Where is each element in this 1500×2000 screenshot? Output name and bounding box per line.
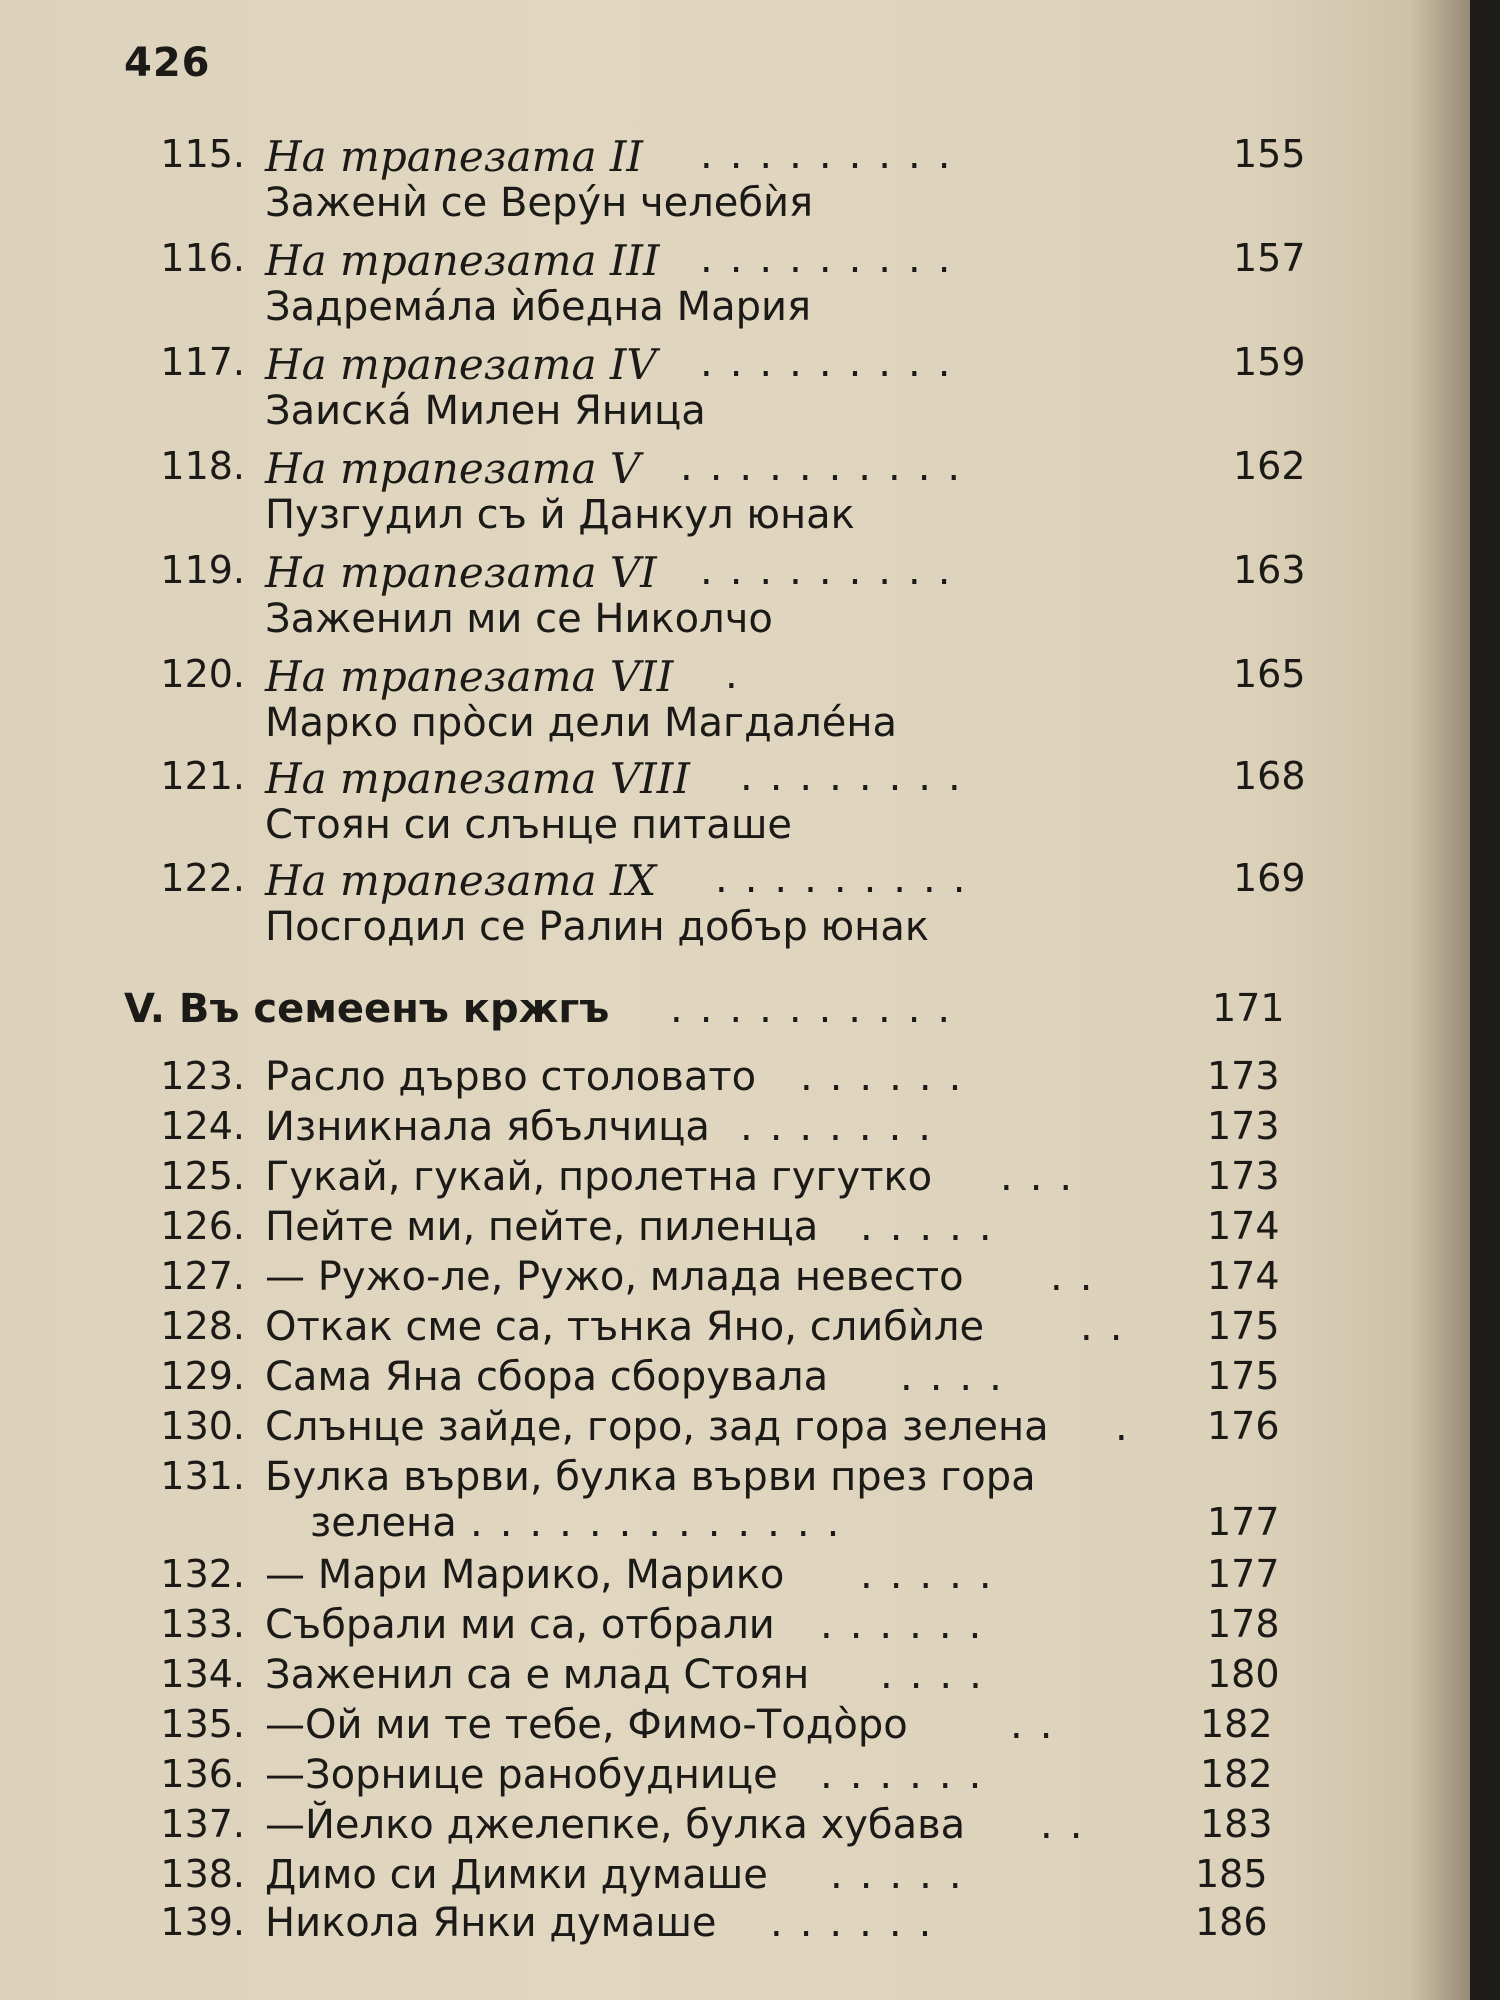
entry-number: 125. (160, 1154, 245, 1198)
leader-dots: ........ (740, 754, 978, 800)
entry-page: 183 (1200, 1802, 1273, 1846)
leader-dots: .......... (680, 444, 978, 490)
leader-dots: ......... (700, 548, 968, 594)
entry-number: 119. (160, 548, 245, 592)
toc-entry (0, 1404, 1400, 1456)
section-heading: V. Въ семеенъ кржгъ (124, 986, 610, 1032)
entry-title: Булка върви, булка върви през гора (265, 1454, 1036, 1500)
entry-title: Откак сме са, тънка Яно, слибѝле (265, 1304, 985, 1350)
entry-subtitle: Задремáла ѝбедна Мария (265, 284, 812, 330)
toc-entry (0, 1054, 1400, 1106)
entry-title: На трапезата III (265, 236, 660, 285)
entry-page: 178 (1207, 1602, 1280, 1646)
entry-title: Заженил са е млад Стоян (265, 1652, 810, 1698)
entry-page: 180 (1207, 1652, 1280, 1696)
leader-dots: ...... (800, 1054, 979, 1100)
entry-title: На трапезата VII (265, 652, 674, 701)
entry-number: 136. (160, 1752, 245, 1796)
entry-number: 131. (160, 1454, 245, 1498)
entry-number: 118. (160, 444, 245, 488)
entry-subtitle: Стоян си слънце питаше (265, 802, 793, 848)
leader-dots: .... (880, 1652, 999, 1698)
entry-page: 182 (1200, 1702, 1273, 1746)
entry-title: На трапезата VIII (265, 754, 690, 803)
toc-entry-continuation (0, 1500, 1400, 1552)
entry-page: 176 (1207, 1404, 1280, 1448)
toc-entry (0, 754, 1400, 806)
entry-number: 127. (160, 1254, 245, 1298)
leader-dots: .... (900, 1354, 1019, 1400)
entry-subtitle: Пузгудил съ й Данкул юнак (265, 492, 855, 538)
entry-number: 124. (160, 1104, 245, 1148)
entry-number: 128. (160, 1304, 245, 1348)
toc-entry (0, 1454, 1400, 1506)
leader-dots: ......... (715, 856, 983, 902)
leader-dots: .. (1040, 1802, 1100, 1848)
leader-dots: ......... (700, 236, 968, 282)
leader-dots: .. (1050, 1254, 1110, 1300)
entry-title: Расло дърво столовато (265, 1054, 757, 1100)
entry-page: 186 (1195, 1900, 1268, 1944)
entry-title: На трапезата IV (265, 340, 657, 389)
entry-page: 177 (1207, 1500, 1280, 1544)
entry-number: 115. (160, 132, 245, 176)
toc-entry (0, 1702, 1400, 1754)
toc-entry (0, 1802, 1400, 1854)
entry-title: Гукай, гукай, пролетна гугутко (265, 1154, 933, 1200)
entry-number: 122. (160, 856, 245, 900)
entry-number: 138. (160, 1852, 245, 1896)
entry-title: —Зорнице ранобуднице (265, 1752, 778, 1798)
leader-dots: . (725, 652, 755, 698)
toc-entry (0, 1900, 1400, 1952)
entry-title: На трапезата V (265, 444, 641, 493)
entry-page: 165 (1233, 652, 1306, 696)
entry-title: Пейте ми, пейте, пиленца (265, 1204, 819, 1250)
entry-number: 133. (160, 1602, 245, 1646)
toc-entry (0, 1852, 1400, 1904)
entry-subtitle: Марко прòси дели Магдалéна (265, 700, 898, 746)
entry-page: 175 (1207, 1354, 1280, 1398)
toc-entry (0, 1602, 1400, 1654)
leader-dots: ..... (860, 1552, 1009, 1598)
entry-title: —Йелко джелепке, булка хубава (265, 1802, 966, 1848)
entry-page: 174 (1207, 1254, 1280, 1298)
entry-number: 135. (160, 1702, 245, 1746)
section-heading-row (0, 986, 1400, 1038)
leader-dots: ...... (820, 1752, 999, 1798)
entry-number: 121. (160, 754, 245, 798)
page-number: 426 (124, 40, 211, 86)
entry-subtitle: Заженѝ се Верýн челебѝя (265, 180, 814, 226)
entry-title: —Ой ми те тебе, Фимо-Тодòро (265, 1702, 908, 1748)
toc-entry (0, 1104, 1400, 1156)
entry-title: Слънце зайде, горо, зад гора зелена (265, 1404, 1049, 1450)
toc-entry (0, 1354, 1400, 1406)
entry-title: — Мари Марико, Марико (265, 1552, 785, 1598)
entry-number: 126. (160, 1204, 245, 1248)
leader-dots: . (1115, 1404, 1145, 1450)
entry-number: 120. (160, 652, 245, 696)
entry-subtitle: Посгодил се Ралин добър юнак (265, 904, 930, 950)
entry-number: 129. (160, 1354, 245, 1398)
entry-number: 139. (160, 1900, 245, 1944)
leader-dots: .......... (670, 986, 968, 1032)
leader-dots: .. (1080, 1304, 1140, 1350)
leader-dots: ... (1000, 1154, 1090, 1200)
entry-page: 185 (1195, 1852, 1268, 1896)
entry-page: 157 (1233, 236, 1306, 280)
entry-title: На трапезата VI (265, 548, 657, 597)
entry-title-continuation: зелена (310, 1500, 457, 1546)
leader-dots: ....... (740, 1104, 949, 1150)
entry-page: 175 (1207, 1304, 1280, 1348)
leader-dots: .. (1010, 1702, 1070, 1748)
entry-page: 162 (1233, 444, 1306, 488)
toc-entry (0, 444, 1400, 496)
entry-title: Димо си Димки думаше (265, 1852, 768, 1898)
toc-entry (0, 652, 1400, 704)
entry-number: 134. (160, 1652, 245, 1696)
entry-subtitle: Заженил ми се Николчо (265, 596, 773, 642)
entry-subtitle: Заискá Милен Яница (265, 388, 706, 434)
entry-page: 163 (1233, 548, 1306, 592)
section-page: 171 (1212, 986, 1285, 1030)
entry-page: 173 (1207, 1104, 1280, 1148)
toc-entry (0, 1304, 1400, 1356)
toc-entry (0, 1254, 1400, 1306)
entry-page: 169 (1233, 856, 1306, 900)
leader-dots: ...... (770, 1900, 949, 1946)
entry-page: 155 (1233, 132, 1306, 176)
entry-number: 130. (160, 1404, 245, 1448)
entry-title: Сама Яна сбора сборувала (265, 1354, 829, 1400)
entry-page: 177 (1207, 1552, 1280, 1596)
leader-dots: ..... (830, 1852, 979, 1898)
toc-entry (0, 548, 1400, 600)
leader-dots: ..... (860, 1204, 1009, 1250)
entry-number: 117. (160, 340, 245, 384)
entry-title: На трапезата II (265, 132, 644, 181)
toc-entry (0, 1552, 1400, 1604)
entry-page: 182 (1200, 1752, 1273, 1796)
entry-page: 173 (1207, 1154, 1280, 1198)
entry-title: Изникнала ябълчица (265, 1104, 710, 1150)
toc-entry (0, 132, 1400, 184)
toc-entry (0, 856, 1400, 908)
toc-entry (0, 1752, 1400, 1804)
entry-title: Никола Янки думаше (265, 1900, 717, 1946)
entry-title: — Ружо-ле, Ружо, млада невесто (265, 1254, 964, 1300)
entry-title: Събрали ми са, отбрали (265, 1602, 775, 1648)
leader-dots: ......... (700, 340, 968, 386)
entry-page: 174 (1207, 1204, 1280, 1248)
toc-entry (0, 1154, 1400, 1206)
entry-page: 173 (1207, 1054, 1280, 1098)
entry-page: 168 (1233, 754, 1306, 798)
entry-number: 132. (160, 1552, 245, 1596)
toc-entry (0, 1652, 1400, 1704)
leader-dots: ......... (700, 132, 968, 178)
entry-number: 116. (160, 236, 245, 280)
toc-entry (0, 236, 1400, 288)
entry-number: 137. (160, 1802, 245, 1846)
leader-dots: ...... (820, 1602, 999, 1648)
toc-entry (0, 1204, 1400, 1256)
leader-dots: ............. (470, 1500, 857, 1546)
toc-entry (0, 340, 1400, 392)
entry-page: 159 (1233, 340, 1306, 384)
entry-number: 123. (160, 1054, 245, 1098)
entry-title: На трапезата IX (265, 856, 657, 905)
